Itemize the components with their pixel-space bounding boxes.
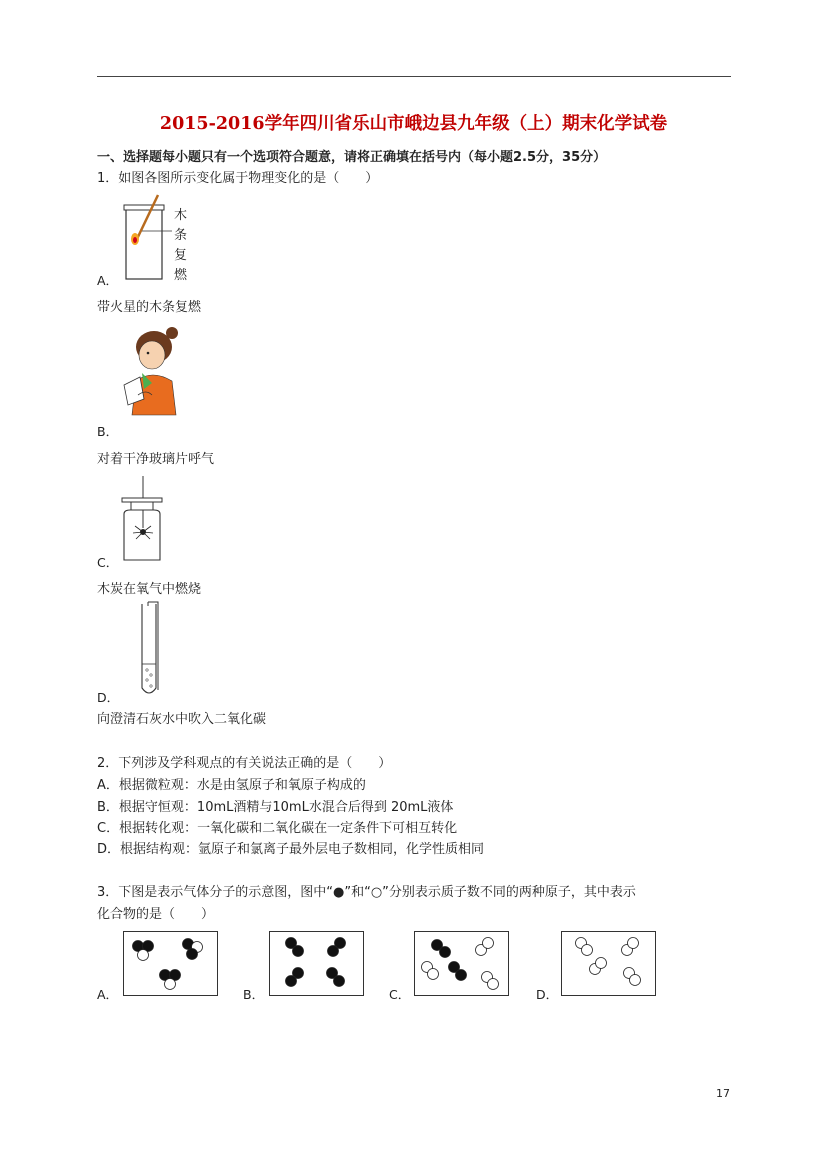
q1-option-c-label: C． [97,555,119,570]
fig-a-char-4: 燃 [174,268,188,283]
q2-stem: 2．下列涉及学科观点的有关说法正确的是（ ） [97,756,392,771]
page-title: 2015-2016学年四川省乐山市峨边县九年级（上）期末化学试卷 [159,114,668,134]
fig-a-char-1: 木 [174,208,188,223]
q3-option-c-box [414,931,509,996]
test-tube-straw-figure [138,600,168,700]
q1-option-d-caption: 向澄清石灰水中吹入二氧化碳 [97,712,267,727]
molecule-diagram-b [270,932,363,995]
q3-stem-line1: 3．下图是表示气体分子的示意图，图中“●”和“○”分别表示质子数不同的两种原子，其中表示 [97,885,636,900]
molecule-diagram-d [562,932,655,995]
q1-option-a-caption: 带火星的木条复燃 [97,300,202,315]
q3-option-d-box [561,931,656,996]
q1-option-b-caption: 对着干净玻璃片呼气 [97,452,215,467]
q3-option-d-label: D． [536,987,559,1002]
charcoal-jar-figure [118,476,168,568]
fig-a-char-2: 条 [174,228,188,243]
molecule-diagram-c [415,932,508,995]
q1-option-b-label: B． [97,424,119,439]
header-rule [97,76,731,77]
q1-stem: 1．如图各图所示变化属于物理变化的是（ ） [97,171,379,186]
q2-option-c: C．根据转化观：一氧化碳和二氧化碳在一定条件下可相互转化 [97,821,458,836]
section-heading: 一、选择题每小题只有一个选项符合题意，请将正确填在括号内（每小题2.5分，35分） [97,150,607,165]
fig-a-char-3: 复 [174,248,188,263]
q2-option-b: B．根据守恒观：10mL酒精与10mL水混合后得到 20mL液体 [97,800,454,815]
q1-option-c-caption: 木炭在氧气中燃烧 [97,582,202,597]
q3-option-b-box [269,931,364,996]
q1-option-a-label: A． [97,273,119,288]
q3-option-b-label: B． [243,987,265,1002]
q3-option-a-box [123,931,218,996]
girl-breathing-figure [118,325,188,417]
q1-option-d-label: D． [97,690,120,705]
page-number: 17 [716,1087,730,1100]
q3-option-a-label: A． [97,987,119,1002]
q3-stem-line2: 化合物的是（ ） [97,907,215,922]
molecule-diagram-a [124,932,217,995]
q2-option-a: A．根据微粒观：水是由氢原子和氧原子构成的 [97,778,366,793]
q2-option-d: D．根据结构观：氩原子和氯离子最外层电子数相同，化学性质相同 [97,842,485,857]
q3-option-c-label: C． [389,987,411,1002]
